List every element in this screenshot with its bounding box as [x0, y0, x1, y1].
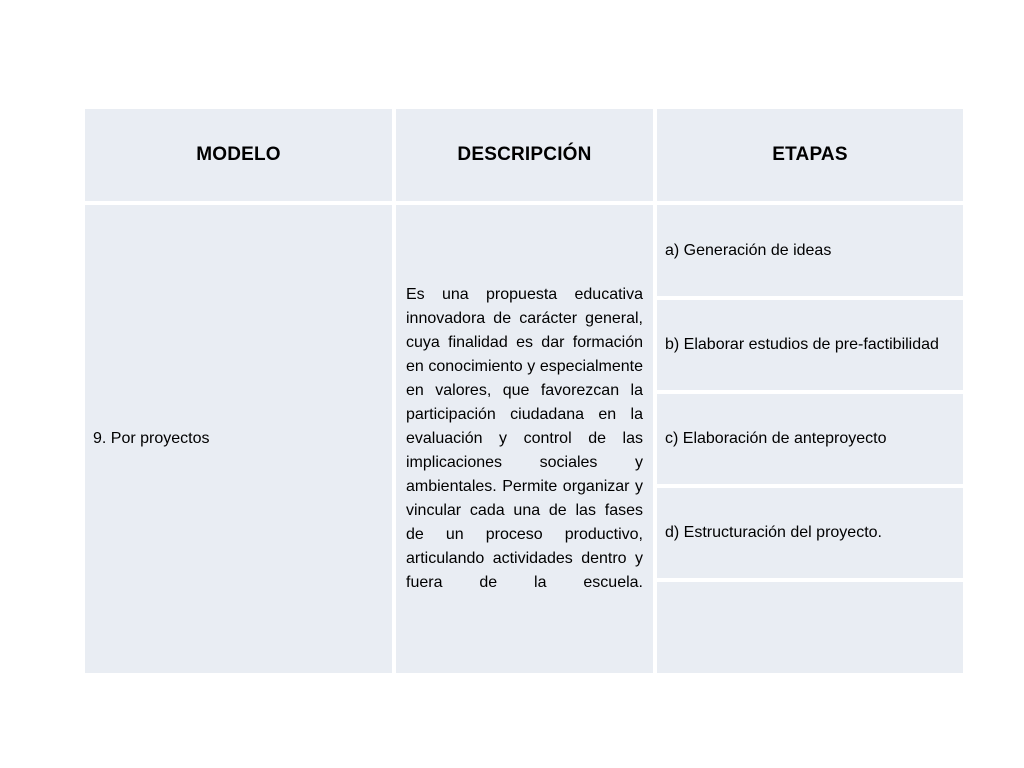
descripcion-text: Es una propuesta educativa innovadora de carácter general, cuya finalidad es dar formación en conocimiento y especialmente en valores, que favorezcan la participación ciudadana en la evaluación y control de las implicaciones sociales y ambientales. Permite organizar y vincular cada una de las fases de un proceso productivo, articulando actividades dentro y fuera de la escuela.	[406, 286, 643, 591]
header-descripcion-label: DESCRIPCIÓN	[457, 144, 592, 165]
etapa-cell-a	[657, 205, 963, 296]
header-modelo	[85, 109, 392, 201]
header-descripcion	[396, 109, 653, 201]
descripcion-cell	[396, 205, 653, 673]
modelo-value: 9. Por proyectos	[93, 430, 210, 447]
etapa-b-label: b) Elaborar estudios de pre-factibilidad	[665, 336, 939, 353]
etapa-c-label: c) Elaboración de anteproyecto	[665, 430, 887, 447]
header-modelo-label: MODELO	[196, 144, 281, 165]
etapa-cell-c	[657, 394, 963, 484]
etapa-d-label: d) Estructuración del proyecto.	[665, 524, 882, 541]
model-table	[85, 109, 963, 673]
etapa-cell-d	[657, 488, 963, 578]
header-etapas	[657, 109, 963, 201]
modelo-cell	[85, 205, 392, 673]
etapa-a-label: a) Generación de ideas	[665, 241, 832, 259]
etapa-cell-b	[657, 300, 963, 390]
etapa-cell-empty	[657, 582, 963, 673]
header-etapas-label: ETAPAS	[772, 144, 848, 165]
